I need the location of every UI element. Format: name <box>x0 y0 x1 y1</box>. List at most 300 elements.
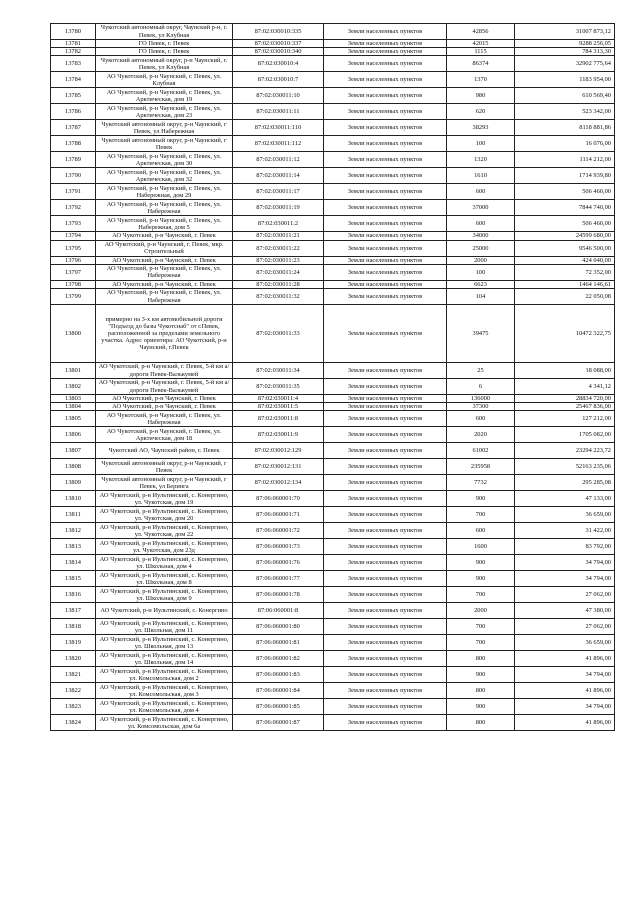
address-cell: Чукотский автономный округ, р-н Чаунский, г Певек, ул Набережная <box>96 120 233 136</box>
address-cell: АО Чукотский, р-н Чаунский, г. Певек, 5-й км а/дороги Певек-Валькумей <box>96 379 233 395</box>
land-category-cell: Земли населенных пунктов <box>324 651 447 667</box>
cadastral-number-cell: 87:02:030011:112 <box>233 136 324 152</box>
cadastral-cost-cell: 28834 720,00 <box>515 395 615 403</box>
cadastral-cost-cell: 34 794,00 <box>515 699 615 715</box>
cadastral-cost-cell: 47 380,00 <box>515 603 615 619</box>
land-category-cell: Земли населенных пунктов <box>324 667 447 683</box>
address-cell: АО Чукотский, р-н Иультинский, с. Конергино, ул. Школьная, дом 9 <box>96 587 233 603</box>
address-cell: АО Чукотский, р-н Иультинский, с. Конергино, ул. Комсомольская, дом 2 <box>96 667 233 683</box>
table-row <box>51 411 615 427</box>
address-cell: АО Чукотский, р-н Иультинский, с. Конергино, ул. Школьная, дом 13 <box>96 635 233 651</box>
table-row <box>51 403 615 411</box>
row-number-cell: 13813 <box>51 539 96 555</box>
row-number-cell: 13789 <box>51 152 96 168</box>
cadastral-cost-cell: 41 896,00 <box>515 683 615 699</box>
address-cell: АО Чукотский, р-н Чаунский, г. Певек, ул. Арктическая, дом 32 <box>96 168 233 184</box>
cadastral-number-cell: 87:06:060001:78 <box>233 587 324 603</box>
area-cell: 6 <box>447 379 515 395</box>
land-category-cell: Земли населенных пунктов <box>324 523 447 539</box>
table-row <box>51 427 615 443</box>
land-category-cell: Земли населенных пунктов <box>324 539 447 555</box>
table-row <box>51 24 615 40</box>
row-number-cell: 13791 <box>51 184 96 200</box>
land-category-cell: Земли населенных пунктов <box>324 88 447 104</box>
cadastral-number-cell: 87:02:030011:24 <box>233 264 324 280</box>
cadastral-cost-cell: 127 212,00 <box>515 411 615 427</box>
cadastral-number-cell: 87:02:030011:10 <box>233 88 324 104</box>
cadastral-cost-cell: 10472 322,75 <box>515 305 615 363</box>
area-cell: 7732 <box>447 475 515 491</box>
address-cell: АО Чукотский, р-н Чаунский, г. Певек, ул. Набережная <box>96 264 233 280</box>
cadastral-cost-cell: 31007 873,12 <box>515 24 615 40</box>
row-number-cell: 13810 <box>51 491 96 507</box>
land-category-cell: Земли населенных пунктов <box>324 289 447 305</box>
cadastral-number-cell: 87:02:030011:22 <box>233 240 324 256</box>
cadastral-number-cell: 87:02:030010:337 <box>233 40 324 48</box>
table-row <box>51 683 615 699</box>
address-cell: АО Чукотский, р-н Иультинский, с. Конергино, ул. Школьная, дом 4 <box>96 555 233 571</box>
cadastral-number-cell: 87:02:030011:110 <box>233 120 324 136</box>
area-cell: 37300 <box>447 403 515 411</box>
area-cell: 86374 <box>447 56 515 72</box>
table-row <box>51 136 615 152</box>
row-number-cell: 13803 <box>51 395 96 403</box>
row-number-cell: 13821 <box>51 667 96 683</box>
area-cell: 2020 <box>447 427 515 443</box>
row-number-cell: 13795 <box>51 240 96 256</box>
cadastral-number-cell: 87:06:060001:71 <box>233 507 324 523</box>
cadastral-number-cell: 87:06:060001:76 <box>233 555 324 571</box>
land-category-cell: Земли населенных пунктов <box>324 379 447 395</box>
land-category-cell: Земли населенных пунктов <box>324 48 447 56</box>
land-category-cell: Земли населенных пунктов <box>324 507 447 523</box>
land-category-cell: Земли населенных пунктов <box>324 256 447 264</box>
cadastral-number-cell: 87:06:060001:87 <box>233 715 324 731</box>
area-cell: 900 <box>447 555 515 571</box>
land-category-cell: Земли населенных пунктов <box>324 363 447 379</box>
area-cell: 25 <box>447 363 515 379</box>
area-cell: 100 <box>447 264 515 280</box>
cadastral-cost-cell: 27 062,00 <box>515 619 615 635</box>
row-number-cell: 13805 <box>51 411 96 427</box>
land-category-cell: Земли населенных пунктов <box>324 475 447 491</box>
row-number-cell: 13808 <box>51 459 96 475</box>
row-number-cell: 13816 <box>51 587 96 603</box>
table-row <box>51 443 615 459</box>
row-number-cell: 13801 <box>51 363 96 379</box>
address-cell: АО Чукотский, р-н Чаунский, г. Певек, ул. Клубная <box>96 72 233 88</box>
land-category-cell: Земли населенных пунктов <box>324 56 447 72</box>
cadastral-cost-cell: 31 422,00 <box>515 523 615 539</box>
cadastral-cost-cell: 295 285,08 <box>515 475 615 491</box>
row-number-cell: 13814 <box>51 555 96 571</box>
area-cell: 600 <box>447 184 515 200</box>
table-row <box>51 280 615 288</box>
address-cell: АО Чукотский, р-н Иультинский, с. Конергино, ул. Чукотская, дом 20 <box>96 507 233 523</box>
address-cell: АО Чукотский, р-н Иультинский, с. Конергино, ул. Чукотская, дом 22 <box>96 523 233 539</box>
area-cell: 136000 <box>447 395 515 403</box>
table-row <box>51 523 615 539</box>
area-cell: 104 <box>447 289 515 305</box>
area-cell: 1320 <box>447 152 515 168</box>
cadastral-number-cell: 87:02:030011:28 <box>233 280 324 288</box>
land-category-cell: Земли населенных пунктов <box>324 120 447 136</box>
cadastral-number-cell: 87:02:030011:12 <box>233 152 324 168</box>
land-category-cell: Земли населенных пунктов <box>324 152 447 168</box>
area-cell: 2000 <box>447 256 515 264</box>
land-category-cell: Земли населенных пунктов <box>324 715 447 731</box>
area-cell: 700 <box>447 619 515 635</box>
cadastral-number-cell: 87:02:030011:17 <box>233 184 324 200</box>
table-row <box>51 395 615 403</box>
table-row <box>51 587 615 603</box>
cadastral-number-cell: 87:02:030011:11 <box>233 104 324 120</box>
address-cell: АО Чукотский, р-н Чаунский, г. Певек, 5-й км а/дороги Певек-Валькумей <box>96 363 233 379</box>
land-category-cell: Земли населенных пунктов <box>324 699 447 715</box>
row-number-cell: 13780 <box>51 24 96 40</box>
cadastral-number-cell: 87:06:060001:70 <box>233 491 324 507</box>
cadastral-number-cell: 87:02:030010:340 <box>233 48 324 56</box>
address-cell: АО Чукотский, р-н Иультинский, с. Конергино, ул. Комсомольская, дом 6а <box>96 715 233 731</box>
row-number-cell: 13782 <box>51 48 96 56</box>
cadastral-cost-cell: 83 792,00 <box>515 539 615 555</box>
row-number-cell: 13807 <box>51 443 96 459</box>
cadastral-cost-cell: 16 076,00 <box>515 136 615 152</box>
address-cell: примерно на 3-х км автомобильной дороги "Подъезд до базы Чукотснаб" от г.Певек, расположенной за пределами земельного участка. Адрес ориентира: АО Чукотский, р-н Чаунский, г.Певек <box>96 305 233 363</box>
row-number-cell: 13787 <box>51 120 96 136</box>
address-cell: ГО Певек, г. Певек <box>96 48 233 56</box>
cadastral-cost-cell: 72 352,00 <box>515 264 615 280</box>
cadastral-cost-cell: 47 133,00 <box>515 491 615 507</box>
cadastral-number-cell: 87:06:060001:84 <box>233 683 324 699</box>
address-cell: АО Чукотский, р-н Иультинский, с. Конергино, ул. Школьная, дом 14 <box>96 651 233 667</box>
area-cell: 42015 <box>447 40 515 48</box>
cadastral-number-cell: 87:06:060001:72 <box>233 523 324 539</box>
cadastral-cost-cell: 9546 500,00 <box>515 240 615 256</box>
cadastral-cost-cell: 1714 939,80 <box>515 168 615 184</box>
cadastral-cost-cell: 27 062,00 <box>515 587 615 603</box>
area-cell: 700 <box>447 587 515 603</box>
area-cell: 900 <box>447 699 515 715</box>
row-number-cell: 13798 <box>51 280 96 288</box>
row-number-cell: 13818 <box>51 619 96 635</box>
cadastral-cost-cell: 610 569,40 <box>515 88 615 104</box>
area-cell: 700 <box>447 507 515 523</box>
table-row <box>51 603 615 619</box>
address-cell: АО Чукотский, р-н Иультинский, с. Конергино, ул. Чукотская, дом 19 <box>96 491 233 507</box>
area-cell: 42856 <box>447 24 515 40</box>
cadastral-number-cell: 87:02:030010:7 <box>233 72 324 88</box>
land-category-cell: Земли населенных пунктов <box>324 683 447 699</box>
row-number-cell: 13824 <box>51 715 96 731</box>
address-cell: АО Чукотский, р-н Чаунский, г. Певек, мкр. Строительный <box>96 240 233 256</box>
row-number-cell: 13781 <box>51 40 96 48</box>
table-row <box>51 651 615 667</box>
cadastral-cost-cell: 9288 256,05 <box>515 40 615 48</box>
table-row <box>51 168 615 184</box>
area-cell: 34000 <box>447 232 515 240</box>
cadastral-cost-cell: 1114 212,00 <box>515 152 615 168</box>
land-category-cell: Земли населенных пунктов <box>324 240 447 256</box>
address-cell: АО Чукотский, р-н Иультинский, с. Конергино, ул. Чукотская, дом 23д <box>96 539 233 555</box>
cadastral-number-cell: 87:06:060001:8 <box>233 603 324 619</box>
cadastral-number-cell: 87:02:030012:129 <box>233 443 324 459</box>
row-number-cell: 13792 <box>51 200 96 216</box>
table-row <box>51 72 615 88</box>
area-cell: 100 <box>447 136 515 152</box>
table-row <box>51 379 615 395</box>
land-register-table <box>50 23 615 731</box>
row-number-cell: 13790 <box>51 168 96 184</box>
table-row <box>51 256 615 264</box>
address-cell: АО Чукотский, р-н Чаунский, г. Певек, ул. Арктическая, дом 23 <box>96 104 233 120</box>
land-category-cell: Земли населенных пунктов <box>324 587 447 603</box>
land-category-cell: Земли населенных пунктов <box>324 571 447 587</box>
cadastral-cost-cell: 23294 223,72 <box>515 443 615 459</box>
row-number-cell: 13802 <box>51 379 96 395</box>
area-cell: 1370 <box>447 72 515 88</box>
table-row <box>51 459 615 475</box>
cadastral-number-cell: 87:02:030011:33 <box>233 305 324 363</box>
land-category-cell: Земли населенных пунктов <box>324 184 447 200</box>
area-cell: 900 <box>447 667 515 683</box>
address-cell: АО Чукотский, р-н Чаунский, г. Певек, ул. Арктическая, дом 19 <box>96 88 233 104</box>
table-row <box>51 216 615 232</box>
table-row <box>51 184 615 200</box>
cadastral-cost-cell: 34 794,00 <box>515 555 615 571</box>
cadastral-number-cell: 87:06:060001:83 <box>233 667 324 683</box>
cadastral-number-cell: 87:02:030012:134 <box>233 475 324 491</box>
row-number-cell: 13786 <box>51 104 96 120</box>
table-row <box>51 715 615 731</box>
table-row <box>51 56 615 72</box>
address-cell: АО Чукотский, р-н Чаунский, г. Певек, ул. Набережная, дом 5 <box>96 216 233 232</box>
table-row <box>51 200 615 216</box>
row-number-cell: 13793 <box>51 216 96 232</box>
area-cell: 900 <box>447 571 515 587</box>
cadastral-number-cell: 87:02:030011:8 <box>233 411 324 427</box>
address-cell: ГО Певек, г. Певек <box>96 40 233 48</box>
address-cell: АО Чукотский, р-н Чаунский, г. Певек, ул. Набережная <box>96 200 233 216</box>
address-cell: Чукотский автономный округ, р-н Чаунский, г Певек <box>96 136 233 152</box>
row-number-cell: 13817 <box>51 603 96 619</box>
cadastral-number-cell: 87:02:030011:32 <box>233 289 324 305</box>
area-cell: 1600 <box>447 539 515 555</box>
row-number-cell: 13800 <box>51 305 96 363</box>
cadastral-number-cell: 87:06:060001:85 <box>233 699 324 715</box>
land-category-cell: Земли населенных пунктов <box>324 427 447 443</box>
address-cell: АО Чукотский, р-н Иультинский, с. Конергино <box>96 603 233 619</box>
cadastral-cost-cell: 8118 881,86 <box>515 120 615 136</box>
table-row <box>51 619 615 635</box>
table-row <box>51 264 615 280</box>
address-cell: Чукотский АО, Чаунский район, г. Певек <box>96 443 233 459</box>
land-category-cell: Земли населенных пунктов <box>324 491 447 507</box>
area-cell: 600 <box>447 411 515 427</box>
cadastral-cost-cell: 34 794,00 <box>515 571 615 587</box>
area-cell: 6623 <box>447 280 515 288</box>
cadastral-cost-cell: 41 896,00 <box>515 715 615 731</box>
cadastral-number-cell: 87:06:060001:81 <box>233 635 324 651</box>
cadastral-number-cell: 87:02:030012:131 <box>233 459 324 475</box>
table-row <box>51 104 615 120</box>
area-cell: 800 <box>447 715 515 731</box>
area-cell: 25000 <box>447 240 515 256</box>
land-category-cell: Земли населенных пунктов <box>324 216 447 232</box>
land-category-cell: Земли населенных пунктов <box>324 635 447 651</box>
cadastral-number-cell: 87:02:030011:19 <box>233 200 324 216</box>
table-row <box>51 635 615 651</box>
cadastral-number-cell: 87:02:030010:4 <box>233 56 324 72</box>
cadastral-number-cell: 87:02:030011:5 <box>233 403 324 411</box>
table-row <box>51 40 615 48</box>
address-cell: АО Чукотский, р-н Чаунский, г. Певек <box>96 256 233 264</box>
area-cell: 900 <box>447 491 515 507</box>
cadastral-cost-cell: 506 460,00 <box>515 216 615 232</box>
address-cell: АО Чукотский, р-н Иультинский, с. Конергино, ул. Комсомольская, дом 3 <box>96 683 233 699</box>
row-number-cell: 13804 <box>51 403 96 411</box>
land-category-cell: Земли населенных пунктов <box>324 280 447 288</box>
address-cell: АО Чукотский, р-н Иультинский, с. Конергино, ул. Комсомольская, дом 4 <box>96 699 233 715</box>
area-cell: 235958 <box>447 459 515 475</box>
cadastral-number-cell: 87:02:030011:2 <box>233 216 324 232</box>
row-number-cell: 13811 <box>51 507 96 523</box>
cadastral-cost-cell: 4 341,12 <box>515 379 615 395</box>
cadastral-cost-cell: 34 794,00 <box>515 667 615 683</box>
address-cell: Чукотский автономный округ, р-н Чаунский, г Певек, ул Беринга <box>96 475 233 491</box>
address-cell: АО Чукотский, р-н Чаунский, г. Певек, ул. Арктическая, дом 18 <box>96 427 233 443</box>
cadastral-number-cell: 87:06:060001:80 <box>233 619 324 635</box>
row-number-cell: 13809 <box>51 475 96 491</box>
area-cell: 800 <box>447 683 515 699</box>
cadastral-cost-cell: 1705 082,00 <box>515 427 615 443</box>
row-number-cell: 13819 <box>51 635 96 651</box>
cadastral-number-cell: 87:06:060001:82 <box>233 651 324 667</box>
land-category-cell: Земли населенных пунктов <box>324 104 447 120</box>
cadastral-cost-cell: 1183 954,00 <box>515 72 615 88</box>
row-number-cell: 13815 <box>51 571 96 587</box>
area-cell: 61002 <box>447 443 515 459</box>
land-category-cell: Земли населенных пунктов <box>324 395 447 403</box>
cadastral-number-cell: 87:06:060001:73 <box>233 539 324 555</box>
land-category-cell: Земли населенных пунктов <box>324 200 447 216</box>
cadastral-cost-cell: 24599 680,00 <box>515 232 615 240</box>
address-cell: АО Чукотский, р-н Чаунский, г. Певек <box>96 395 233 403</box>
row-number-cell: 13799 <box>51 289 96 305</box>
area-cell: 980 <box>447 88 515 104</box>
cadastral-cost-cell: 424 040,00 <box>515 256 615 264</box>
address-cell: АО Чукотский, р-н Чаунский, г. Певек <box>96 403 233 411</box>
table-row <box>51 120 615 136</box>
address-cell: АО Чукотский, р-н Чаунский, г. Певек <box>96 280 233 288</box>
area-cell: 600 <box>447 523 515 539</box>
table-row <box>51 48 615 56</box>
cadastral-number-cell: 87:02:030011:21 <box>233 232 324 240</box>
area-cell: 800 <box>447 651 515 667</box>
row-number-cell: 13794 <box>51 232 96 240</box>
row-number-cell: 13822 <box>51 683 96 699</box>
cadastral-cost-cell: 506 460,00 <box>515 184 615 200</box>
row-number-cell: 13796 <box>51 256 96 264</box>
cadastral-cost-cell: 523 342,00 <box>515 104 615 120</box>
table-row <box>51 555 615 571</box>
table-row <box>51 88 615 104</box>
cadastral-cost-cell: 18 088,00 <box>515 363 615 379</box>
land-category-cell: Земли населенных пунктов <box>324 305 447 363</box>
cadastral-cost-cell: 7844 740,00 <box>515 200 615 216</box>
cadastral-cost-cell: 41 896,00 <box>515 651 615 667</box>
address-cell: АО Чукотский, р-н Иультинский, с. Конергино, ул. Школьная, дом 8 <box>96 571 233 587</box>
cadastral-cost-cell: 22 050,08 <box>515 289 615 305</box>
address-cell: АО Чукотский, р-н Чаунский, г. Певек, ул. Набережная <box>96 289 233 305</box>
area-cell: 2000 <box>447 603 515 619</box>
row-number-cell: 13823 <box>51 699 96 715</box>
table-row <box>51 699 615 715</box>
row-number-cell: 13812 <box>51 523 96 539</box>
area-cell: 1115 <box>447 48 515 56</box>
land-category-cell: Земли населенных пунктов <box>324 411 447 427</box>
cadastral-number-cell: 87:02:030011:34 <box>233 363 324 379</box>
land-category-cell: Земли населенных пунктов <box>324 40 447 48</box>
area-cell: 37000 <box>447 200 515 216</box>
land-category-cell: Земли населенных пунктов <box>324 603 447 619</box>
table-row <box>51 475 615 491</box>
land-category-cell: Земли населенных пунктов <box>324 24 447 40</box>
cadastral-cost-cell: 52163 235,06 <box>515 459 615 475</box>
area-cell: 38293 <box>447 120 515 136</box>
table-row <box>51 667 615 683</box>
area-cell: 39475 <box>447 305 515 363</box>
land-category-cell: Земли населенных пунктов <box>324 264 447 280</box>
row-number-cell: 13783 <box>51 56 96 72</box>
cadastral-cost-cell: 1464 146,61 <box>515 280 615 288</box>
address-cell: АО Чукотский, р-н Чаунский, г. Певек, ул. Арктическая, дом 30 <box>96 152 233 168</box>
table-row <box>51 152 615 168</box>
row-number-cell: 13806 <box>51 427 96 443</box>
cadastral-number-cell: 87:02:030011:9 <box>233 427 324 443</box>
table-row <box>51 240 615 256</box>
table-row <box>51 363 615 379</box>
area-cell: 600 <box>447 216 515 232</box>
cadastral-number-cell: 87:06:060001:77 <box>233 571 324 587</box>
cadastral-number-cell: 87:02:030010:335 <box>233 24 324 40</box>
area-cell: 1610 <box>447 168 515 184</box>
land-category-cell: Земли населенных пунктов <box>324 168 447 184</box>
table-row <box>51 507 615 523</box>
row-number-cell: 13788 <box>51 136 96 152</box>
row-number-cell: 13785 <box>51 88 96 104</box>
row-number-cell: 13784 <box>51 72 96 88</box>
cadastral-cost-cell: 25467 836,00 <box>515 403 615 411</box>
table-row <box>51 289 615 305</box>
cadastral-cost-cell: 36 659,00 <box>515 507 615 523</box>
land-category-cell: Земли населенных пунктов <box>324 403 447 411</box>
table-row <box>51 491 615 507</box>
area-cell: 620 <box>447 104 515 120</box>
cadastral-cost-cell: 784 313,30 <box>515 48 615 56</box>
cadastral-number-cell: 87:02:030011:35 <box>233 379 324 395</box>
address-cell: Чукотский автономный округ, р-н Чаунский, г. Певек, ул Клубная <box>96 56 233 72</box>
address-cell: Чукотский автономный округ, Чаунский р-н, г. Певек, ул Клубная <box>96 24 233 40</box>
land-category-cell: Земли населенных пунктов <box>324 232 447 240</box>
land-category-cell: Земли населенных пунктов <box>324 72 447 88</box>
table-row <box>51 232 615 240</box>
address-cell: АО Чукотский, р-н Чаунский, г. Певек, ул. Набережная <box>96 411 233 427</box>
table-body <box>51 24 615 731</box>
table-row <box>51 305 615 363</box>
address-cell: Чукотский автономный округ, р-н Чаунский, г Певек <box>96 459 233 475</box>
cadastral-number-cell: 87:02:030011:14 <box>233 168 324 184</box>
